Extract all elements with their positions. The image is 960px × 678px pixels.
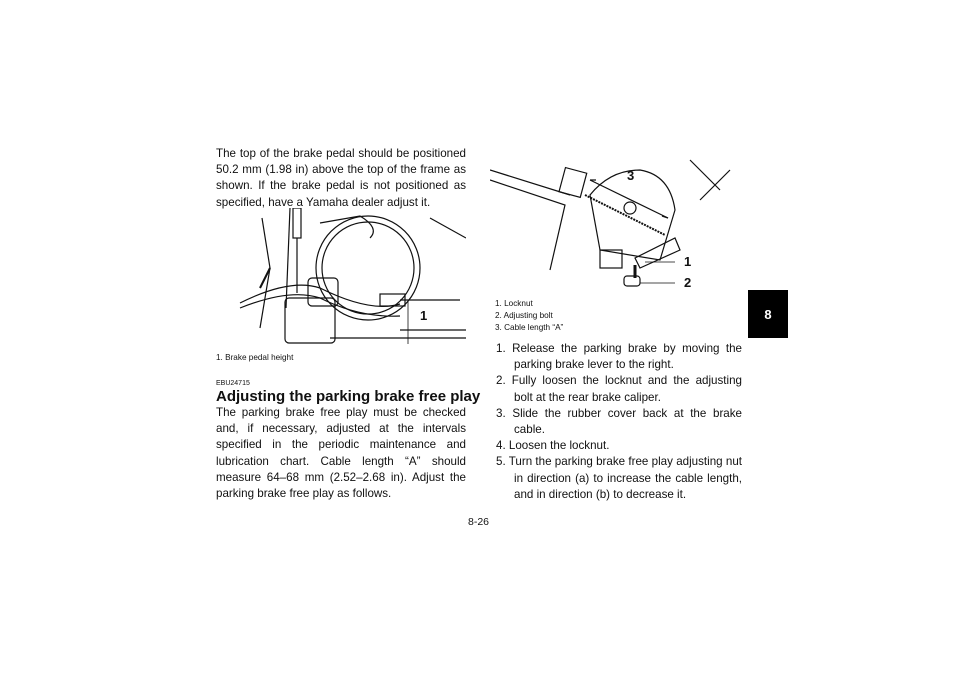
brake-pedal-illustration xyxy=(230,208,466,348)
caption-locknut: 1. Locknut xyxy=(495,299,533,308)
step: 1. Release the parking brake by moving the parking brake lever to the right. xyxy=(496,342,742,372)
figure-callout: 1 xyxy=(420,308,428,323)
callout-3: 3 xyxy=(627,168,635,183)
section-code: EBU24715 xyxy=(216,380,250,387)
section-tab: 8 xyxy=(748,290,788,338)
caption-cable-length: 3. Cable length “A” xyxy=(495,323,564,332)
step: 2. Fully loosen the locknut and the adjusting bolt at the rear brake caliper. xyxy=(496,374,742,404)
parking-brake-caliper-illustration xyxy=(490,150,740,295)
step: 5. Turn the parking brake free play adjusting nut in direction (a) to increase the cable length, and in direction (b) to decrease it. xyxy=(496,455,742,501)
step: 4. Loosen the locknut. xyxy=(496,439,610,453)
callout-2: 2 xyxy=(684,275,692,290)
intro-paragraph: The top of the brake pedal should be positioned 50.2 mm (1.98 in) above the top of the frame as shown. If the brake pedal is not positioned as specified, have a Yamaha dealer adjust it. xyxy=(216,147,466,209)
section-heading: Adjusting the parking brake free play xyxy=(216,388,481,405)
figure-caption: 1. Brake pedal height xyxy=(216,353,294,362)
body-paragraph: The parking brake free play must be checked and, if necessary, adjusted at the intervals specified in the periodic maintenance and lubrication chart. Cable length “A” should measure 64–68 mm (2.52–2.68 in). Adjust the parking brake free play as follows. xyxy=(216,406,466,501)
caption-adjusting-bolt: 2. Adjusting bolt xyxy=(495,311,553,320)
procedure-steps xyxy=(496,341,742,503)
callout-1: 1 xyxy=(684,254,692,269)
step: 3. Slide the rubber cover back at the brake cable. xyxy=(496,406,742,437)
page-number: 8-26 xyxy=(468,516,490,528)
